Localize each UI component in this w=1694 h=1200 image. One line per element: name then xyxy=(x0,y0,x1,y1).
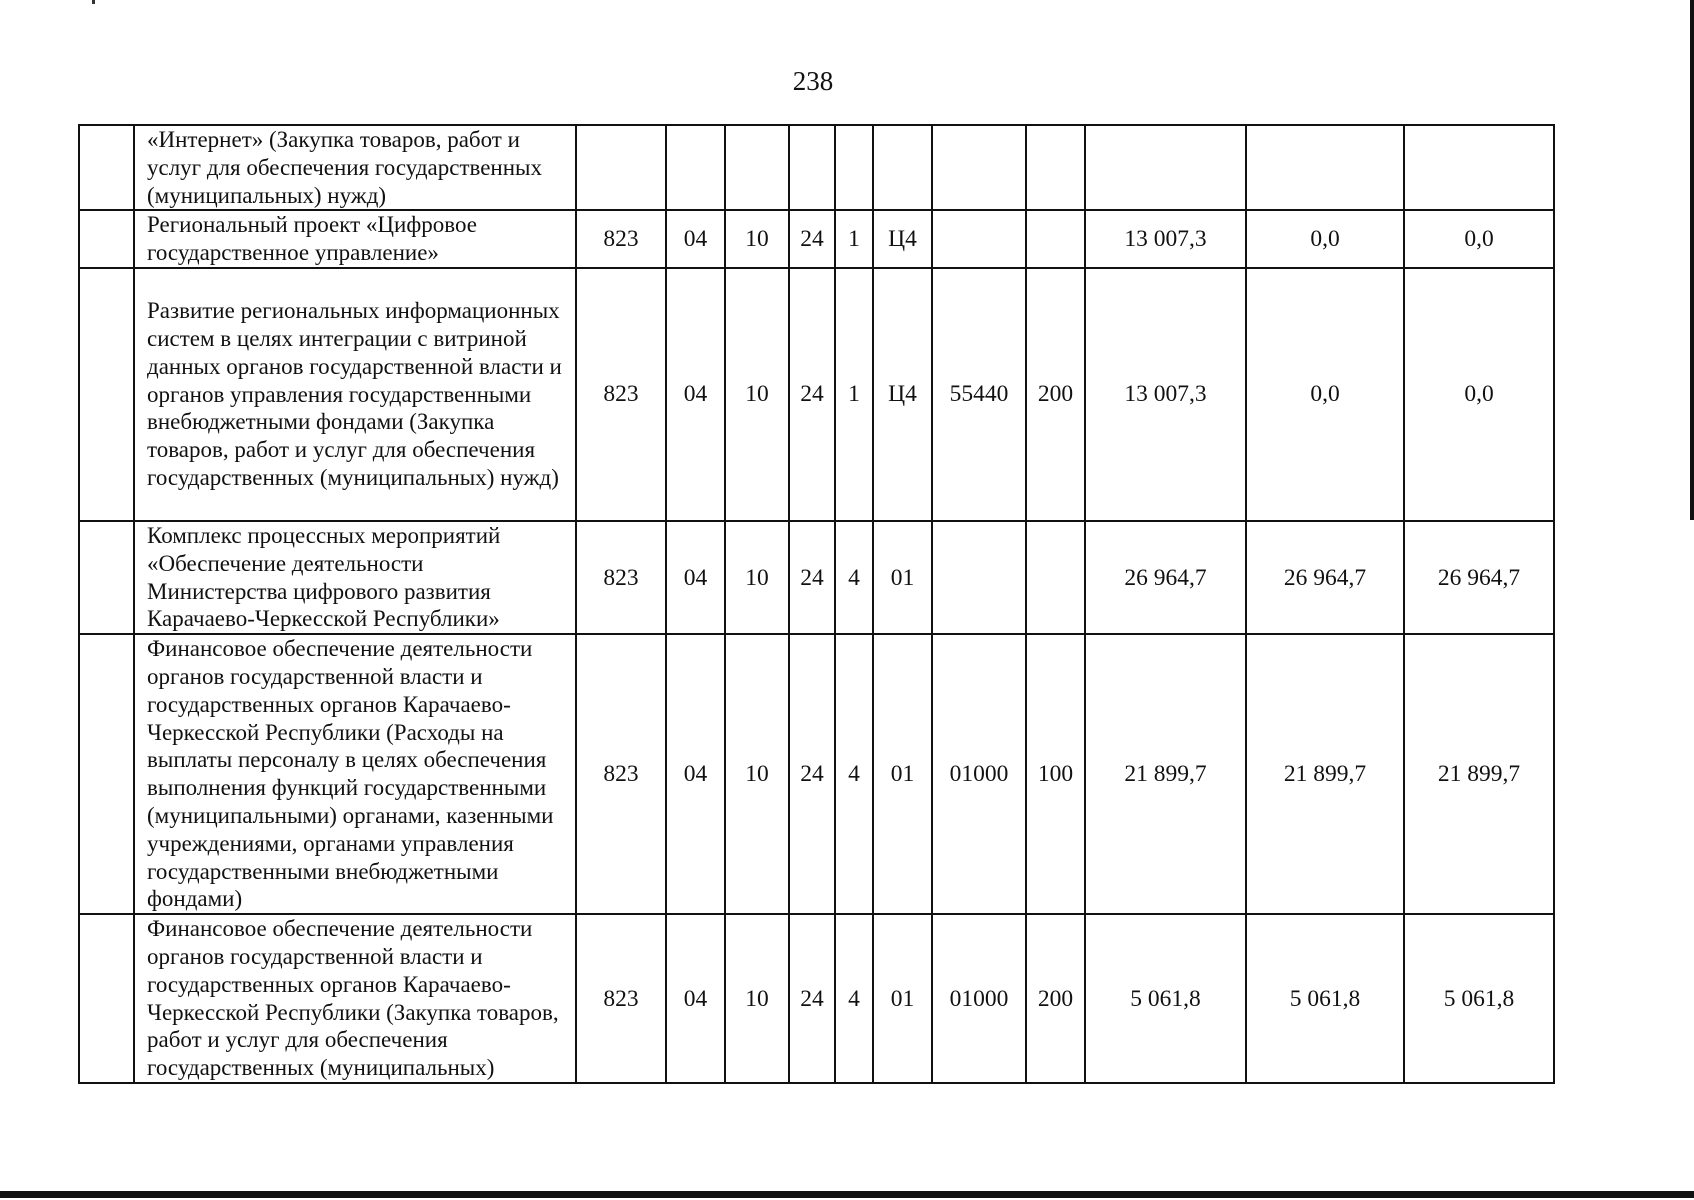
type-cell: 4 xyxy=(835,634,873,914)
direction-cell xyxy=(873,125,932,210)
vedomstvo-cell: 823 xyxy=(576,634,666,914)
row-number-cell xyxy=(79,634,134,914)
code-cell xyxy=(932,210,1026,268)
code-cell: 01000 xyxy=(932,634,1026,914)
table-row xyxy=(79,521,1554,634)
scan-edge xyxy=(1690,0,1694,520)
program-cell xyxy=(789,125,835,210)
row-number-cell xyxy=(79,914,134,1083)
vedomstvo-cell: 823 xyxy=(576,210,666,268)
sum-year3-cell: 26 964,7 xyxy=(1404,521,1554,634)
row-number-cell xyxy=(79,521,134,634)
type-cell: 4 xyxy=(835,914,873,1083)
vid-cell xyxy=(1026,210,1085,268)
podrazdel-cell: 10 xyxy=(725,210,789,268)
razdel-cell xyxy=(666,125,725,210)
description-cell: Финансовое обеспечение деятельности органов государственной власти и государственных органов Карачаево-Черкесской Республики (Закупка товаров, работ и услуг для обеспечения государственных (муниципальных) xyxy=(134,914,576,1083)
vedomstvo-cell: 823 xyxy=(576,914,666,1083)
vedomstvo-cell xyxy=(576,125,666,210)
razdel-cell: 04 xyxy=(666,634,725,914)
sum-year2-cell: 0,0 xyxy=(1246,210,1404,268)
sum-year1-cell: 26 964,7 xyxy=(1085,521,1246,634)
vid-cell: 200 xyxy=(1026,914,1085,1083)
program-cell: 24 xyxy=(789,210,835,268)
description-cell: Комплекс процессных мероприятий «Обеспечение деятельности Министерства цифрового развития Карачаево-Черкесской Республики» xyxy=(134,521,576,634)
sum-year3-cell: 21 899,7 xyxy=(1404,634,1554,914)
table-row xyxy=(79,268,1554,521)
direction-cell: Ц4 xyxy=(873,210,932,268)
sum-year2-cell: 0,0 xyxy=(1246,268,1404,521)
podrazdel-cell xyxy=(725,125,789,210)
budget-table xyxy=(78,124,1555,1084)
sum-year1-cell: 5 061,8 xyxy=(1085,914,1246,1083)
program-cell: 24 xyxy=(789,521,835,634)
type-cell xyxy=(835,125,873,210)
type-cell: 4 xyxy=(835,521,873,634)
code-cell xyxy=(932,521,1026,634)
sum-year1-cell xyxy=(1085,125,1246,210)
sum-year2-cell xyxy=(1246,125,1404,210)
sum-year2-cell: 21 899,7 xyxy=(1246,634,1404,914)
type-cell: 1 xyxy=(835,268,873,521)
sum-year2-cell: 5 061,8 xyxy=(1246,914,1404,1083)
sum-year1-cell: 13 007,3 xyxy=(1085,268,1246,521)
vid-cell: 100 xyxy=(1026,634,1085,914)
page-number: 238 xyxy=(792,66,834,96)
program-cell: 24 xyxy=(789,914,835,1083)
row-number-cell xyxy=(79,210,134,268)
podrazdel-cell: 10 xyxy=(725,521,789,634)
description-cell: Финансовое обеспечение деятельности органов государственной власти и государственных органов Карачаево-Черкесской Республики (Расходы на выплаты персоналу в целях обеспечения выполнения функций государственными (муниципальными) органами, казенными учреждениями, органами управления государственными внебюджетными фондами) xyxy=(134,634,576,914)
type-cell: 1 xyxy=(835,210,873,268)
sum-year3-cell xyxy=(1404,125,1554,210)
table-row xyxy=(79,125,1554,210)
code-cell: 55440 xyxy=(932,268,1026,521)
code-cell: 01000 xyxy=(932,914,1026,1083)
sum-year3-cell: 5 061,8 xyxy=(1404,914,1554,1083)
row-number-cell xyxy=(79,268,134,521)
vid-cell xyxy=(1026,125,1085,210)
sum-year3-cell: 0,0 xyxy=(1404,268,1554,521)
sum-year3-cell: 0,0 xyxy=(1404,210,1554,268)
direction-cell: 01 xyxy=(873,521,932,634)
vedomstvo-cell: 823 xyxy=(576,521,666,634)
razdel-cell: 04 xyxy=(666,914,725,1083)
sum-year1-cell: 13 007,3 xyxy=(1085,210,1246,268)
description-cell: Региональный проект «Цифровое государственное управление» xyxy=(134,210,576,268)
description-cell: Развитие региональных информационных систем в целях интеграции с витриной данных органов государственной власти и органов управления государственными внебюджетными фондами (Закупка товаров, работ и услуг для обеспечения государственных (муниципальных) нужд) xyxy=(134,268,576,521)
podrazdel-cell: 10 xyxy=(725,634,789,914)
bottom-rule xyxy=(0,1191,1694,1198)
row-number-cell xyxy=(79,125,134,210)
direction-cell: 01 xyxy=(873,914,932,1083)
program-cell: 24 xyxy=(789,268,835,521)
description-cell: «Интернет» (Закупка товаров, работ и услуг для обеспечения государственных (муниципальных) нужд) xyxy=(134,125,576,210)
table-row xyxy=(79,210,1554,268)
sum-year2-cell: 26 964,7 xyxy=(1246,521,1404,634)
podrazdel-cell: 10 xyxy=(725,914,789,1083)
direction-cell: 01 xyxy=(873,634,932,914)
program-cell: 24 xyxy=(789,634,835,914)
direction-cell: Ц4 xyxy=(873,268,932,521)
table-row xyxy=(79,914,1554,1083)
razdel-cell: 04 xyxy=(666,210,725,268)
vedomstvo-cell: 823 xyxy=(576,268,666,521)
sum-year1-cell: 21 899,7 xyxy=(1085,634,1246,914)
vid-cell: 200 xyxy=(1026,268,1085,521)
razdel-cell: 04 xyxy=(666,268,725,521)
vid-cell xyxy=(1026,521,1085,634)
razdel-cell: 04 xyxy=(666,521,725,634)
table-row xyxy=(79,634,1554,914)
scan-mark xyxy=(92,0,95,4)
podrazdel-cell: 10 xyxy=(725,268,789,521)
code-cell xyxy=(932,125,1026,210)
